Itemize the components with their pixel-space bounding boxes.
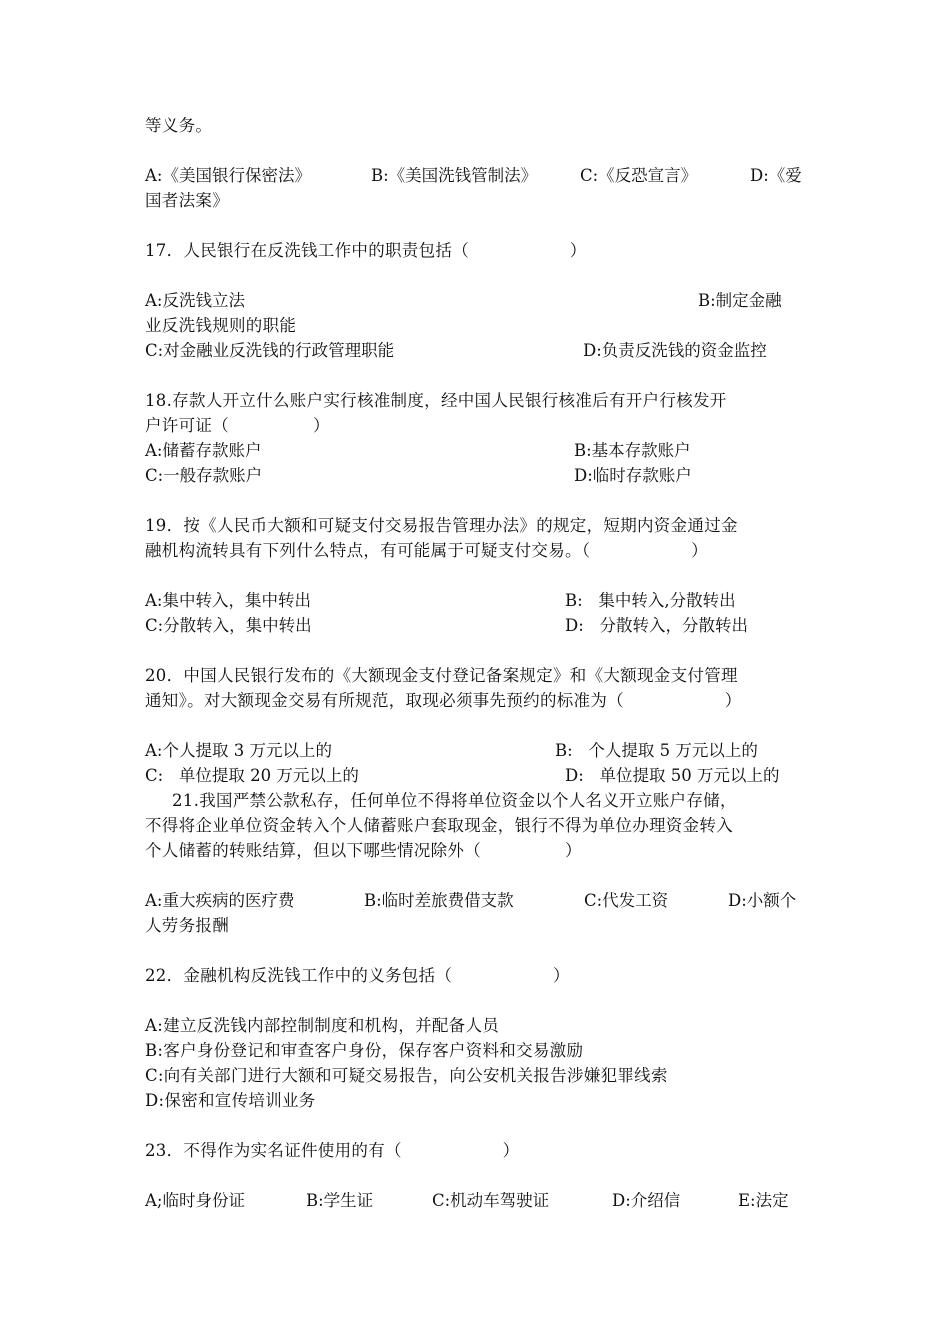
q21-option-c: C:代发工资: [584, 891, 669, 910]
q23-option-c: C:机动车驾驶证: [432, 1191, 550, 1210]
q18-stem-line1: 18.存款人开立什么账户实行核准制度，经中国人民银行核准后有开户行核发开: [145, 391, 727, 410]
q21-stem-line2: 不得将企业单位资金转入个人储蓄账户套取现金，银行不得为单位办理资金转入: [145, 816, 733, 835]
q16-stem-continuation: 等义务。: [145, 116, 213, 135]
q19-stem-line2: 融机构流转具有下列什么特点，有可能属于可疑支付交易。（ ）: [145, 541, 708, 560]
q22-stem: 22．金融机构反洗钱工作中的义务包括（ ）: [145, 966, 570, 985]
q21-stem-line3: 个人储蓄的转账结算，但以下哪些情况除外（ ）: [145, 841, 582, 860]
q18-option-d: D:临时存款账户: [574, 466, 692, 485]
q17-option-a: A:反洗钱立法: [145, 291, 245, 310]
q18-option-b: B:基本存款账户: [574, 441, 691, 460]
q17-stem: 17．人民银行在反洗钱工作中的职责包括（ ）: [145, 241, 587, 260]
q23-option-d: D:介绍信: [612, 1191, 681, 1210]
q16-option-b: B:《美国洗钱管制法》: [371, 166, 538, 185]
q16-option-d-continuation: 国者法案》: [145, 191, 229, 210]
q16-option-d: D:《爱: [750, 166, 802, 185]
q17-option-c: C:对金融业反洗钱的行政管理职能: [145, 341, 395, 360]
q23-stem: 23．不得作为实名证件使用的有（ ）: [145, 1141, 520, 1160]
q22-option-d: D:保密和宣传培训业务: [145, 1091, 316, 1110]
q20-option-c: C: 单位提取 20 万元以上的: [145, 766, 359, 785]
q16-option-a: A:《美国银行保密法》: [145, 166, 311, 185]
q19-option-d: D: 分散转入，分散转出: [565, 616, 749, 635]
q22-option-b: B:客户身份登记和审查客户身份，保存客户资料和交易激励: [145, 1041, 584, 1060]
q23-option-b: B:学生证: [306, 1191, 374, 1210]
q20-stem-line1: 20．中国人民银行发布的《大额现金支付登记备案规定》和《大额现金支付管理: [145, 666, 738, 685]
q19-option-c: C:分散转入，集中转出: [145, 616, 312, 635]
q16-option-c: C:《反恐宣言》: [580, 166, 698, 185]
q19-option-b: B: 集中转入,分散转出: [565, 591, 736, 610]
q22-option-c: C:向有关部门进行大额和可疑交易报告，向公安机关报告涉嫌犯罪线索: [145, 1066, 668, 1085]
q22-option-a: A:建立反洗钱内部控制制度和机构，并配备人员: [145, 1016, 500, 1035]
q19-stem-line1: 19．按《人民币大额和可疑支付交易报告管理办法》的规定，短期内资金通过金: [145, 516, 738, 535]
q21-option-d: D:小额个: [728, 891, 797, 910]
q17-option-b: B:制定金融: [698, 291, 782, 310]
q20-option-b: B: 个人提取 5 万元以上的: [555, 741, 758, 760]
q18-option-a: A:储蓄存款账户: [145, 441, 262, 460]
q18-stem-line2: 户许可证（ ）: [145, 416, 330, 435]
q20-option-a: A:个人提取 3 万元以上的: [145, 741, 332, 760]
q23-option-a: A;临时身份证: [145, 1191, 245, 1210]
q19-option-a: A:集中转入，集中转出: [145, 591, 311, 610]
q18-option-c: C:一般存款账户: [145, 466, 263, 485]
q21-option-b: B:临时差旅费借支款: [364, 891, 514, 910]
q20-option-d: D: 单位提取 50 万元以上的: [565, 766, 780, 785]
q20-stem-line2: 通知》。对大额现金交易有所规范，取现必须事先预约的标准为（ ）: [145, 691, 742, 710]
q21-option-a: A:重大疾病的医疗费: [145, 891, 295, 910]
q17-option-d: D:负责反洗钱的资金监控: [583, 341, 767, 360]
q17-option-b-continuation: 业反洗钱规则的职能: [145, 316, 297, 335]
q23-option-e: E:法定: [738, 1191, 789, 1210]
q21-stem-line1: 21.我国严禁公款私存，任何单位不得将单位资金以个人名义开立账户存储，: [172, 791, 737, 810]
q21-option-d-continuation: 人劳务报酬: [145, 916, 229, 935]
